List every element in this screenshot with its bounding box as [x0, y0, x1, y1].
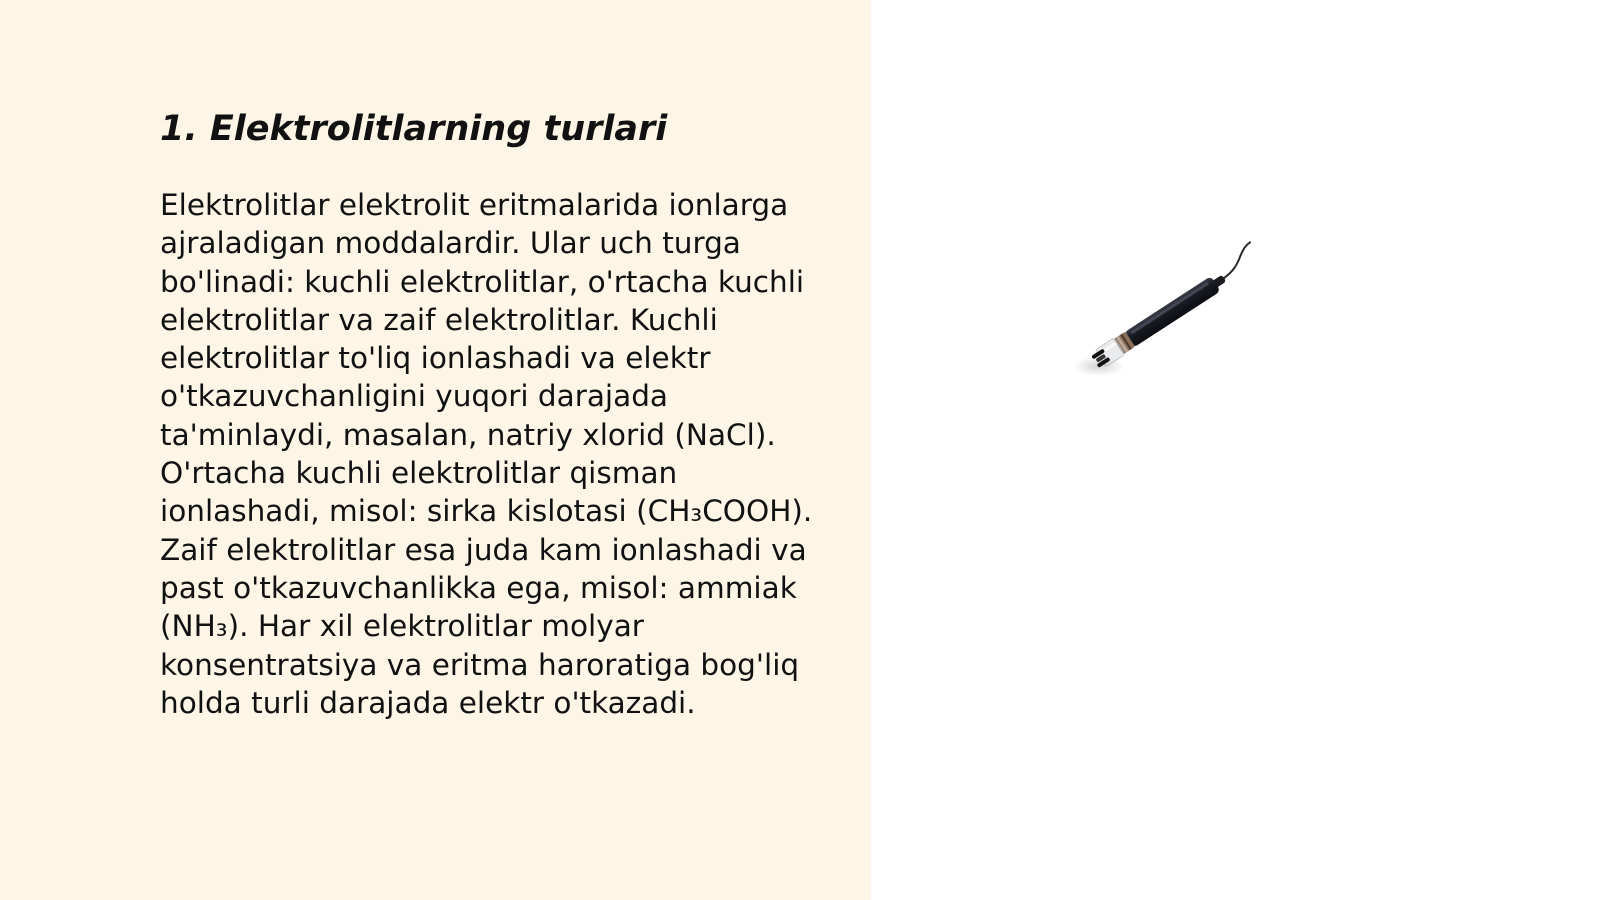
body-line: (NH₃). Har xil elektrolitlar molyar	[160, 609, 644, 644]
body-line: konsentratsiya va eritma haroratiga bog'liq	[160, 647, 800, 682]
body-line: ta'minlaydi, masalan, natriy xlorid (NaCl).	[160, 417, 776, 452]
body-line: Elektrolitlar elektrolit eritmalarida ionlarga	[160, 188, 789, 222]
body-line: o'tkazuvchanligini yuqori darajada	[160, 379, 668, 414]
body-line: O'rtacha kuchli elektrolitlar qisman	[160, 456, 678, 491]
body-line: holda turli darajada elektr o'tkazadi.	[160, 685, 696, 720]
slide-title: 1. Elektrolitlarning turlari	[160, 109, 668, 149]
body-line: elektrolitlar va zaif elektrolitlar. Kuchli	[160, 302, 718, 337]
body-line: elektrolitlar to'liq ionlashadi va elektr	[160, 341, 711, 376]
image-area	[871, 0, 1600, 900]
body-line: ajraladigan moddalardir. Ular uch turga	[160, 226, 741, 261]
body-line: bo'linadi: kuchli elektrolitlar, o'rtacha kuchli	[160, 264, 805, 299]
electrode-probe-icon	[1071, 232, 1291, 392]
slide-body-text	[160, 186, 820, 722]
body-line: past o'tkazuvchanlikka ega, misol: ammiak	[160, 570, 797, 605]
body-line: Zaif elektrolitlar esa juda kam ionlashadi va	[160, 532, 807, 567]
body-line: ionlashadi, misol: sirka kislotasi (CH₃COOH).	[160, 494, 813, 529]
